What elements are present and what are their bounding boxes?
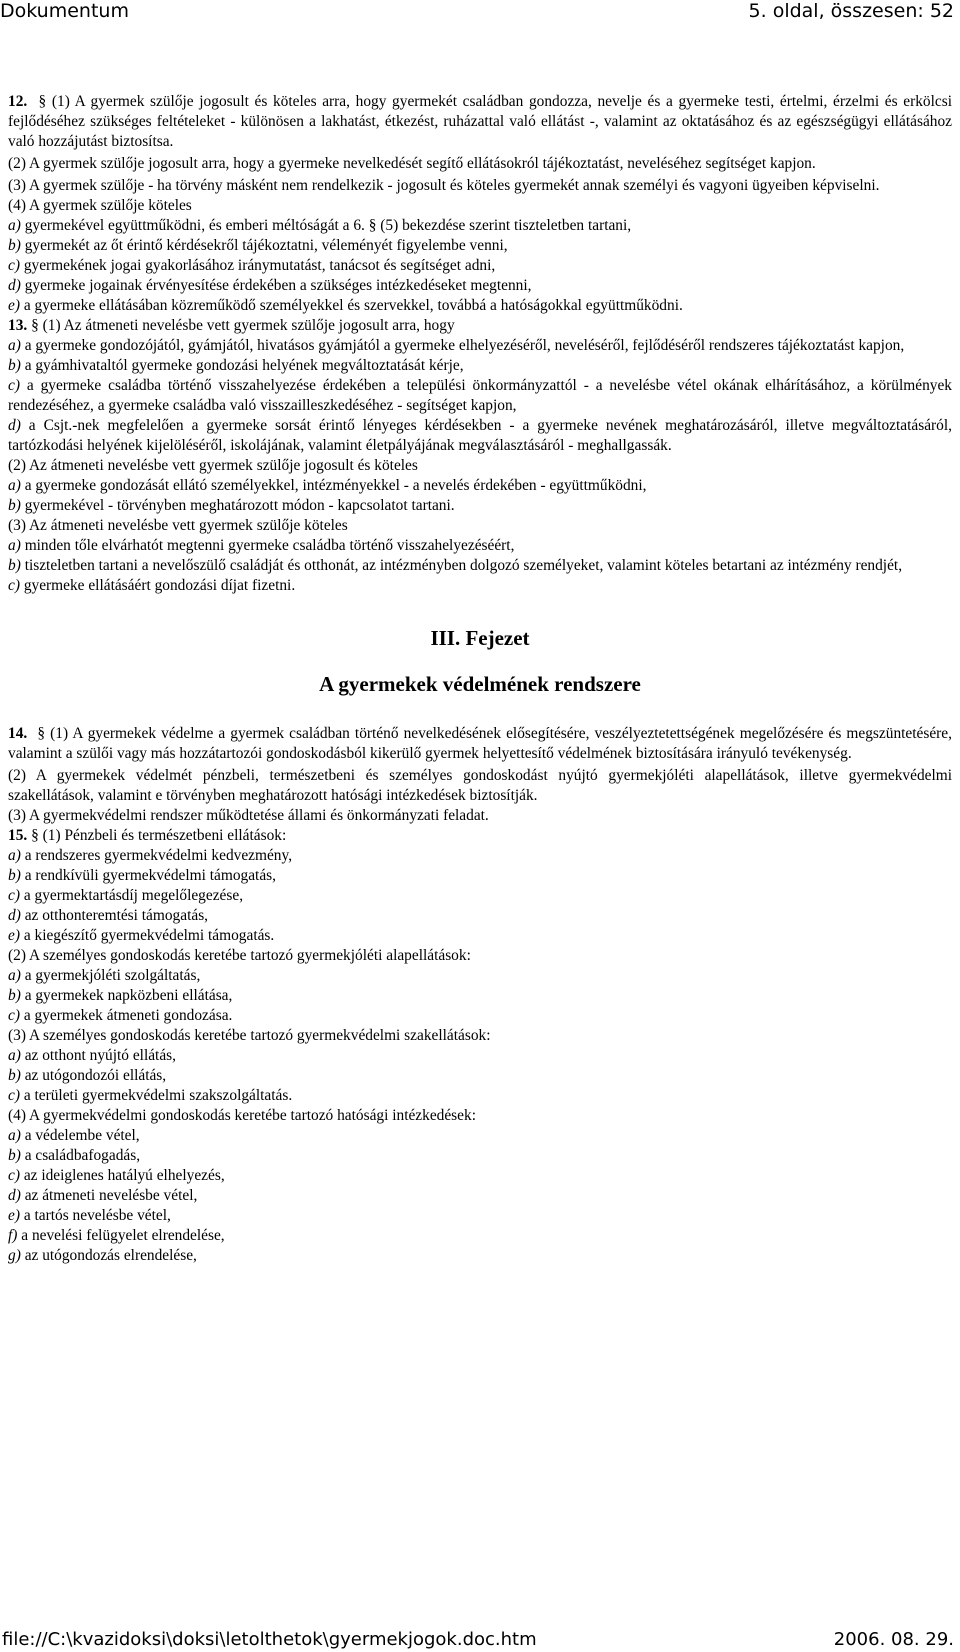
list-label: a) (8, 967, 21, 984)
list-label: e) (8, 1207, 20, 1224)
list-label: b) (8, 557, 21, 574)
section-number: 13. (8, 317, 28, 334)
list-item (8, 1066, 952, 1086)
section-14-para-2: (2) A gyermekek védelmét pénzbeli, természetbeni és személyes gondoskodást nyújtó gyermekjóléti alapellátások, illetve gyermekvédelmi szakellátások, valamint e törvényben meghatározott hatósági intézkedések biztosítják. (8, 767, 952, 804)
header-page-indicator: 5. oldal, összesen: 52 (748, 0, 954, 22)
list-text: az otthonteremtési támogatás, (24, 907, 209, 924)
section-number: 12. (8, 93, 28, 110)
list-label: b) (8, 357, 21, 374)
section-14-para-3: (3) A gyermekvédelmi rendszer működtetése állami és önkormányzati feladat. (8, 807, 489, 824)
list-label: a) (8, 337, 21, 354)
list-text: gyermekével együttműködni, és emberi méltóságát a 6. § (5) bekezdése szerint tiszteletben tartani, (24, 217, 632, 234)
list-item (8, 376, 952, 416)
list-item (8, 926, 952, 946)
list-text: az ideiglenes hatályú elhelyezés, (23, 1167, 225, 1184)
list-text: a gyermeke családba történő visszahelyezése érdekében a települési önkormányzattól - a nevelésbe vétel okának elhárításához, a körülmények rendezéséhez, a gyermeke családba való visszailleszkedéséhez - segítséget kapjon, (8, 377, 952, 414)
list-item (8, 1086, 952, 1106)
section-12-para-1 (8, 92, 952, 152)
list-label: a) (8, 477, 21, 494)
document-body (8, 92, 952, 1266)
section-13-para-3: (3) Az átmeneti nevelésbe vett gyermek szülője köteles (8, 517, 348, 534)
list-item (8, 1246, 952, 1266)
list-item (8, 966, 952, 986)
paragraph-text: § (1) A gyermek szülője jogosult és köteles arra, hogy gyermekét családban gondozza, nevelje és a gyermeke testi, értelmi, érzelmi és erkölcsi fejlődéséhez szükséges feltételeket - különösen a lakhatást, étkezést, ruházattal való ellátást -, valamint az oktatásához és az egészségügyi ellátásához való hozzájutást biztosítsa. (8, 93, 952, 150)
list-text: tiszteletben tartani a nevelőszülő családját és otthonát, az intézményben dolgozó személyeket, valamint köteles betartani az intézmény rendjét, (24, 557, 903, 574)
list-item (8, 236, 952, 256)
list-label: b) (8, 237, 21, 254)
chapter-number: III. Fejezet (430, 626, 530, 650)
list-item (8, 356, 952, 376)
list-text: gyermeke ellátásáért gondozási díjat fizetni. (23, 577, 296, 594)
list-item (8, 1206, 952, 1226)
list-item (8, 336, 952, 356)
list-text: a tartós nevelésbe vétel, (23, 1207, 171, 1224)
section-number: 15. (8, 827, 28, 844)
list-label: a) (8, 217, 21, 234)
list-item (8, 1046, 952, 1066)
list-text: gyermekét az őt érintő kérdésekről tájékoztatni, véleményét figyelembe venni, (24, 237, 508, 254)
list-text: a gyermekek átmeneti gondozása. (23, 1007, 233, 1024)
list-label: b) (8, 497, 21, 514)
list-item (8, 296, 952, 316)
list-item (8, 866, 952, 886)
list-item (8, 1126, 952, 1146)
list-item (8, 536, 952, 556)
list-label: d) (8, 417, 21, 434)
list-text: a gyermekjóléti szolgáltatás, (24, 967, 201, 984)
list-item (8, 416, 952, 456)
section-12-para-4: (4) A gyermek szülője köteles (8, 197, 192, 214)
list-item (8, 906, 952, 926)
list-text: az utógondozói ellátás, (24, 1067, 167, 1084)
list-item (8, 1186, 952, 1206)
list-text: gyermeke jogainak érvényesítése érdekében a szükséges intézkedéseket megtenni, (24, 277, 532, 294)
list-label: b) (8, 987, 21, 1004)
list-label: g) (8, 1247, 21, 1264)
list-text: az átmeneti nevelésbe vétel, (24, 1187, 198, 1204)
list-label: c) (8, 887, 20, 904)
footer-file-path: file://C:\kvazidoksi\doksi\letolthetok\gyermekjogok.doc.htm (2, 1629, 537, 1650)
list-label: a) (8, 537, 21, 554)
list-label: d) (8, 907, 21, 924)
list-label: c) (8, 1167, 20, 1184)
header-document-label: Dokumentum (0, 0, 129, 22)
list-text: minden tőle elvárhatót megtenni gyermeke családba történő visszahelyezéséért, (24, 537, 515, 554)
list-label: e) (8, 927, 20, 944)
list-text: a rendszeres gyermekvédelmi kedvezmény, (24, 847, 293, 864)
section-15-para-4: (4) A gyermekvédelmi gondoskodás keretébe tartozó hatósági intézkedések: (8, 1107, 476, 1124)
chapter-title: A gyermekek védelmének rendszere (319, 672, 641, 696)
list-label: c) (8, 1007, 20, 1024)
paragraph-text: § (1) Az átmeneti nevelésbe vett gyermek szülője jogosult arra, hogy (31, 317, 455, 334)
list-text: a családbafogadás, (24, 1147, 141, 1164)
list-label: d) (8, 1187, 21, 1204)
list-label: a) (8, 847, 21, 864)
section-13-para-2: (2) Az átmeneti nevelésbe vett gyermek szülője jogosult és köteles (8, 457, 418, 474)
list-text: a védelembe vétel, (24, 1127, 140, 1144)
list-label: e) (8, 297, 20, 314)
list-item (8, 1166, 952, 1186)
list-item (8, 216, 952, 236)
list-label: c) (8, 1087, 20, 1104)
list-item (8, 476, 952, 496)
list-text: gyermekével - törvényben meghatározott módon - kapcsolatot tartani. (24, 497, 455, 514)
section-12-para-3: (3) A gyermek szülője - ha törvény másként nem rendelkezik - jogosult és köteles gyermekét annak személyi és vagyoni ügyeiben képviselni. (8, 177, 880, 194)
list-text: a rendkívüli gyermekvédelmi támogatás, (24, 867, 276, 884)
list-label: b) (8, 867, 21, 884)
section-15-para-1 (8, 826, 952, 846)
list-label: d) (8, 277, 21, 294)
list-item (8, 576, 952, 596)
list-text: az otthont nyújtó ellátás, (24, 1047, 176, 1064)
list-label: c) (8, 377, 20, 394)
list-text: a gyámhivataltól gyermeke gondozási helyének megváltoztatását kérje, (24, 357, 464, 374)
section-13-para-1 (8, 316, 952, 336)
list-label: c) (8, 577, 20, 594)
list-label: c) (8, 257, 20, 274)
list-item (8, 986, 952, 1006)
list-text: a gyermeke gondozását ellátó személyekkel, intézményekkel - a nevelés érdekében - együttműködni, (24, 477, 647, 494)
list-item (8, 256, 952, 276)
section-12-para-2: (2) A gyermek szülője jogosult arra, hogy a gyermeke nevelkedését segítő ellátásokról tájékoztatást, neveléséhez segítséget kapjon. (8, 155, 816, 172)
page-header (0, 0, 960, 28)
list-text: az utógondozás elrendelése, (24, 1247, 197, 1264)
list-label: f) (8, 1227, 18, 1244)
section-number: 14. (8, 725, 28, 742)
list-text: a gyermektartásdíj megelőlegezése, (23, 887, 244, 904)
section-14-para-1 (8, 724, 952, 764)
paragraph-text: § (1) A gyermekek védelme a gyermek családban történő nevelkedésének elősegítésére, veszélyeztetettségének megelőzésére és megszüntetésére, valamint a szülői vagy más hozzátartozói gondoskodásból kikerülő gyermek helyettesítő védelmének biztosítására irányuló tevékenység. (8, 725, 952, 762)
list-label: a) (8, 1127, 21, 1144)
list-item (8, 846, 952, 866)
list-text: a nevelési felügyelet elrendelése, (21, 1227, 225, 1244)
list-text: gyermekének jogai gyakorlásához iránymutatást, tanácsot és segítséget adni, (23, 257, 496, 274)
section-15-para-3: (3) A személyes gondoskodás keretébe tartozó gyermekvédelmi szakellátások: (8, 1027, 491, 1044)
paragraph-text: § (1) Pénzbeli és természetbeni ellátások: (31, 827, 287, 844)
list-item (8, 276, 952, 296)
list-text: a gyermeke gondozójától, gyámjától, hivatásos gyámjától a gyermeke elhelyezéséről, neveléséről, fejlődéséről rendszeres tájékoztatást kapjon, (24, 337, 905, 354)
list-item (8, 556, 952, 576)
page-footer (0, 1626, 960, 1652)
section-15-para-2: (2) A személyes gondoskodás keretébe tartozó gyermekjóléti alapellátások: (8, 947, 471, 964)
list-text: a kiegészítő gyermekvédelmi támogatás. (23, 927, 275, 944)
list-item (8, 1146, 952, 1166)
list-label: b) (8, 1067, 21, 1084)
footer-date: 2006. 08. 29. (833, 1629, 954, 1650)
list-item (8, 496, 952, 516)
list-text: a Csjt.-nek megfelelően a gyermeke sorsát érintő lényeges kérdésekben - a gyermeke nevének meghatározásáról, illetve megváltoztatásáról, tartózkodási helyének kijelöléséről, iskolájának, valamint életpályájának megválasztásáról - meghallgassák. (8, 417, 952, 454)
list-item (8, 886, 952, 906)
list-text: a gyermeke ellátásában közreműködő személyekkel és szervekkel, továbbá a hatóságokkal együttműködni. (23, 297, 683, 314)
list-label: b) (8, 1147, 21, 1164)
list-text: a területi gyermekvédelmi szakszolgáltatás. (23, 1087, 293, 1104)
list-item (8, 1226, 952, 1246)
list-text: a gyermekek napközbeni ellátása, (24, 987, 233, 1004)
list-item (8, 1006, 952, 1026)
list-label: a) (8, 1047, 21, 1064)
